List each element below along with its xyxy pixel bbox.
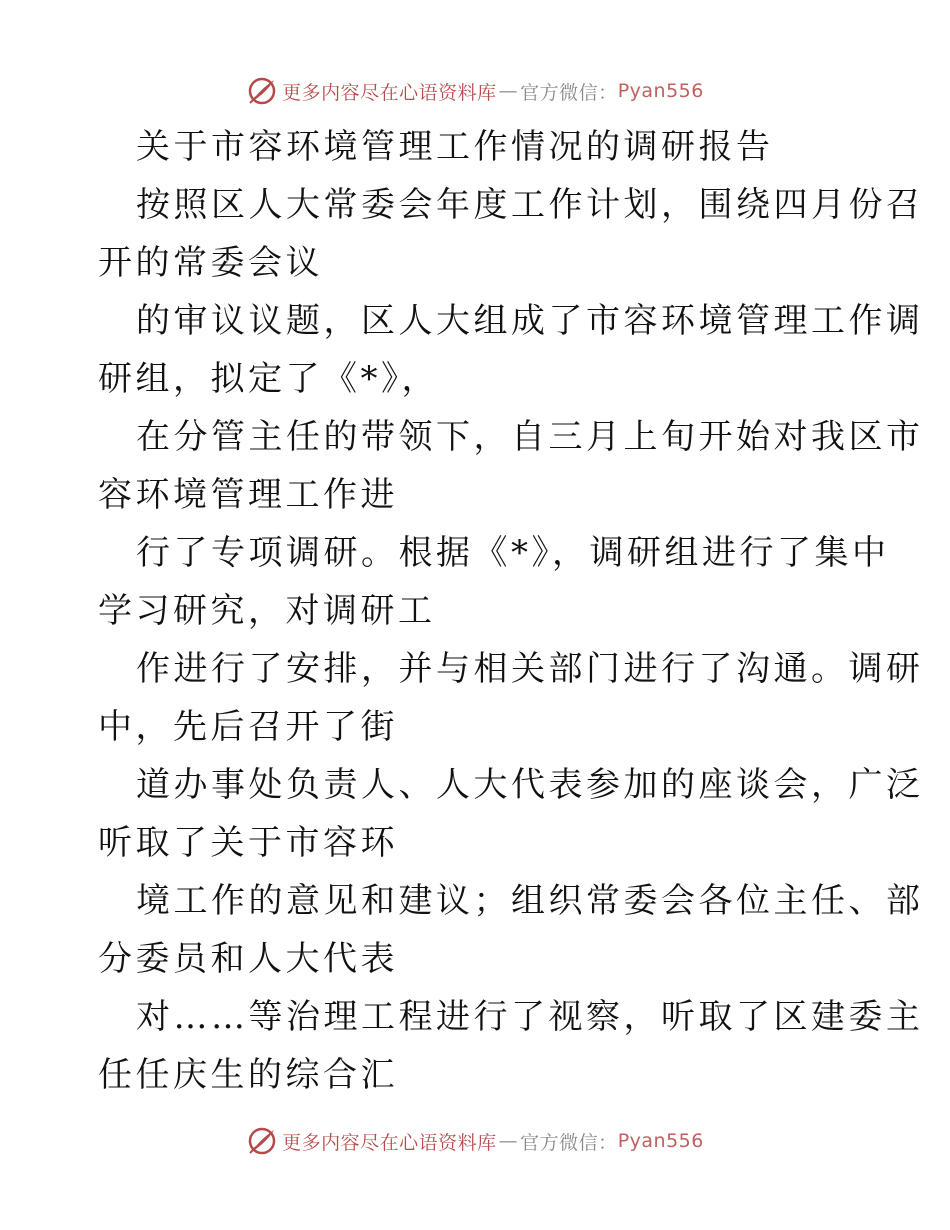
paragraph-line: 听取了关于市容环 xyxy=(98,823,398,863)
watermark-text: 更多内容尽在心语资料库 xyxy=(282,81,497,104)
paragraph-line: 任任庆生的综合汇 xyxy=(98,1055,398,1095)
paragraph-line: 容环境管理工作进 xyxy=(98,475,398,515)
watermark-label: 官方微信： xyxy=(520,1131,618,1154)
feather-quill-logo-icon xyxy=(246,75,278,107)
paragraph-line: 道办事处负责人、人大代表参加的座谈会，广泛 xyxy=(136,765,924,805)
watermark-wechat-id: Pyan556 xyxy=(617,1130,704,1152)
paragraph-line: 中，先后召开了街 xyxy=(98,707,398,747)
paragraph-line: 按照区人大常委会年度工作计划，围绕四月份召 xyxy=(136,185,924,225)
watermark-separator: — xyxy=(498,1130,519,1152)
watermark-text: 更多内容尽在心语资料库 xyxy=(282,1131,497,1154)
paragraph-line: 行了专项调研。根据《*》，调研组进行了集中 xyxy=(136,533,890,573)
paragraph-line: 分委员和人大代表 xyxy=(98,939,398,979)
header-watermark xyxy=(0,71,950,111)
paragraph-line: 作进行了安排，并与相关部门进行了沟通。调研 xyxy=(136,649,924,689)
watermark-separator: — xyxy=(498,80,519,102)
watermark-wechat-id: Pyan556 xyxy=(617,80,704,102)
paragraph-line: 开的常委会议 xyxy=(98,243,323,283)
document-body xyxy=(98,118,924,1104)
document-title: 关于市容环境管理工作情况的调研报告 xyxy=(136,127,774,167)
paragraph-line: 在分管主任的带领下，自三月上旬开始对我区市 xyxy=(136,417,924,457)
paragraph-line: 境工作的意见和建议；组织常委会各位主任、部 xyxy=(136,881,924,921)
footer-watermark xyxy=(0,1121,950,1161)
paragraph-line: 学习研究，对调研工 xyxy=(98,591,436,631)
feather-quill-logo-icon xyxy=(246,1125,278,1157)
paragraph-line: 对……等治理工程进行了视察，听取了区建委主 xyxy=(136,997,924,1037)
watermark-label: 官方微信： xyxy=(520,81,618,104)
paragraph-line: 研组，拟定了《*》， xyxy=(98,359,439,399)
paragraph-line: 的审议议题，区人大组成了市容环境管理工作调 xyxy=(136,301,924,341)
